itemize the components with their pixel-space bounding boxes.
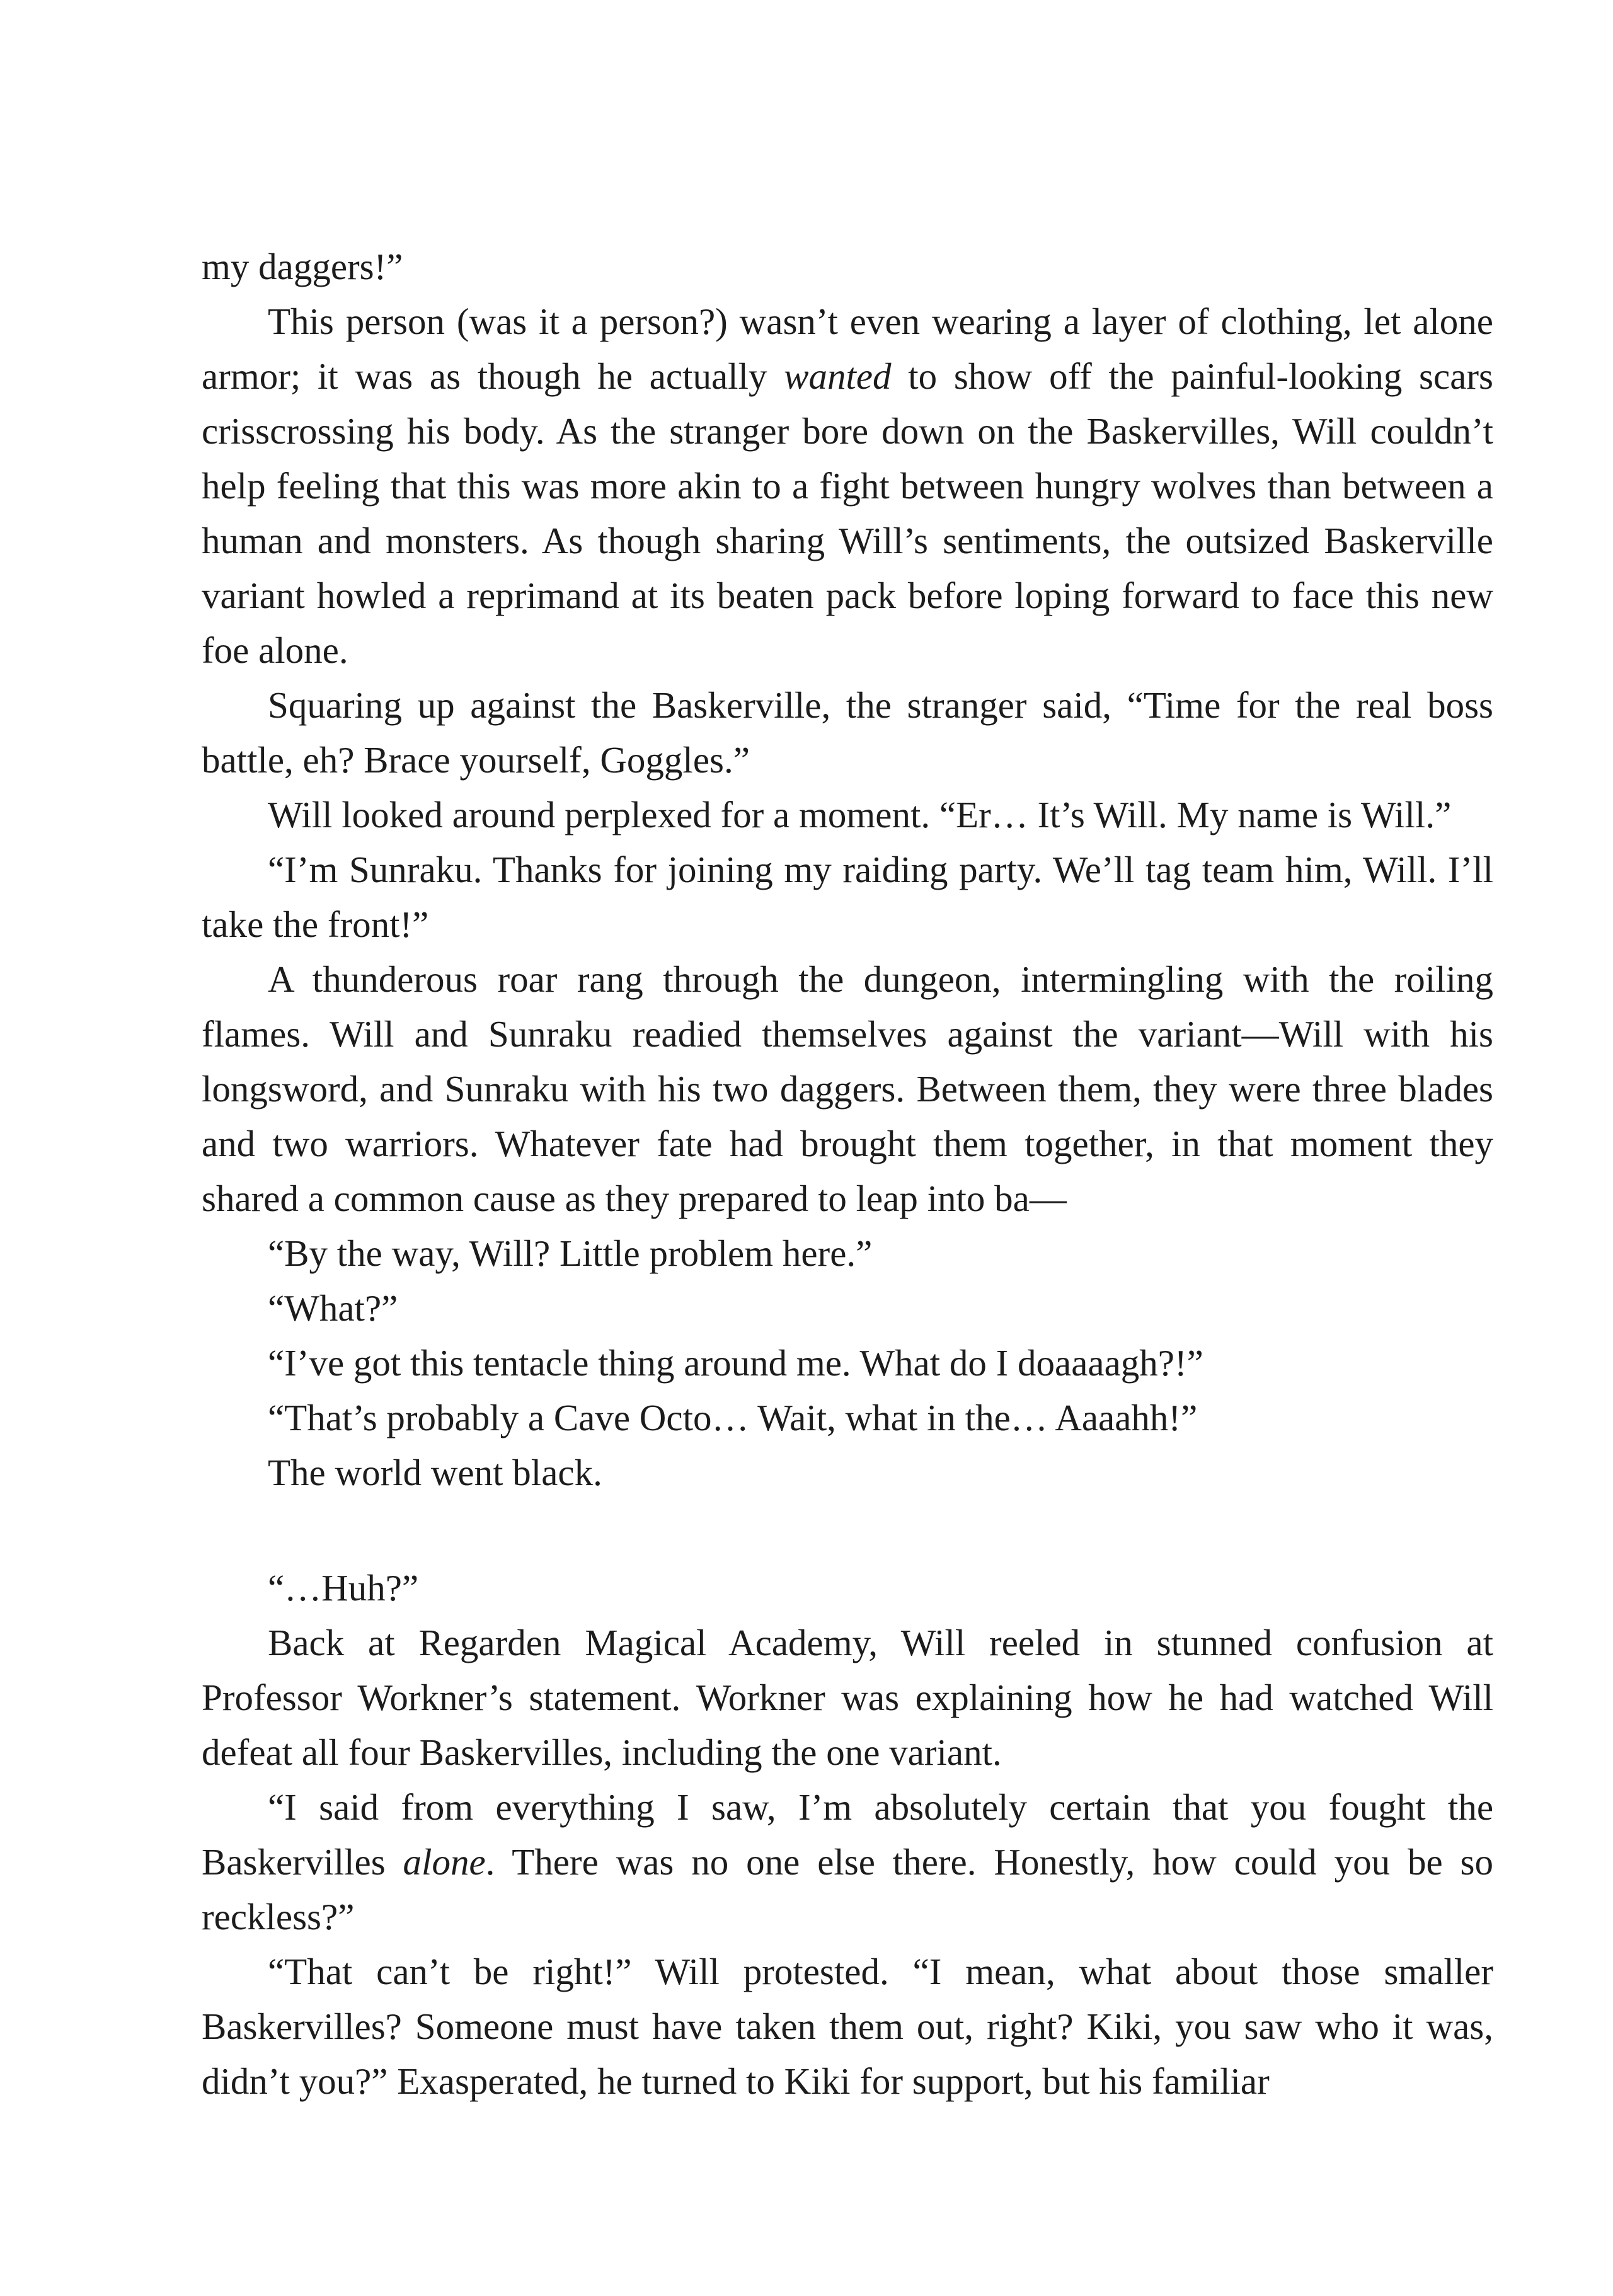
paragraph [202, 239, 1493, 294]
paragraph [202, 1561, 1493, 1616]
italic-text-run: wanted [784, 355, 892, 397]
text-run: A thunderous roar rang through the dungeon, intermingling with the roiling flames. Will and Sunraku readied themselves against the variant—Will with his longsword, and Sunraku with his two daggers. Between them, they were three blades and two warriors. Whatever fate had brought them together, in that moment they shared a common cause as they prepared to leap into ba— [202, 958, 1493, 1219]
text-run: “I’m Sunraku. Thanks for joining my raiding party. We’ll tag team him, Will. I’ll take the front!” [202, 849, 1493, 945]
text-run: “By the way, Will? Little problem here.” [268, 1232, 873, 1274]
text-run: The world went black. [268, 1452, 602, 1493]
text-run: “…Huh?” [268, 1567, 419, 1609]
paragraph [202, 1780, 1493, 1944]
paragraph [202, 1944, 1493, 2109]
paragraph [202, 1336, 1493, 1391]
paragraph [202, 1391, 1493, 1445]
text-run: my daggers!” [202, 246, 403, 287]
paragraph [202, 1445, 1493, 1500]
text-run: “That’s probably a Cave Octo… Wait, what in the… Aaaahh!” [268, 1397, 1198, 1438]
paragraph [202, 678, 1493, 788]
text-column [202, 239, 1493, 2109]
italic-text-run: alone [403, 1841, 486, 1883]
paragraph [202, 952, 1493, 1226]
text-run: “That can’t be right!” Will protested. “I mean, what about those smaller Baskervilles? Someone must have taken them out, right? Kiki, you saw who it was, didn’t you?” Exasperated, he turned to Kiki for support, but his familiar [202, 1951, 1493, 2102]
paragraph [202, 294, 1493, 678]
text-run: “I’ve got this tentacle thing around me. What do I doaaaagh?!” [268, 1342, 1203, 1384]
text-run: to show off the painful-looking scars crisscrossing his body. As the stranger bore down on the Baskervilles, Will couldn’t help feeling that this was more akin to a fight between hungry wolves than between a human and monsters. As though sharing Will’s sentiments, the outsized Baskerville variant howled a reprimand at its beaten pack before loping forward to face this new foe alone. [202, 355, 1493, 671]
paragraph [202, 1226, 1493, 1281]
text-run: Back at Regarden Magical Academy, Will reeled in stunned confusion at Professor Workner’s statement. Workner was explaining how he had watched Will defeat all four Baskervilles, including the one variant. [202, 1622, 1493, 1773]
paragraph [202, 788, 1493, 842]
text-run: “What?” [268, 1287, 398, 1329]
text-run: Squaring up against the Baskerville, the stranger said, “Time for the real boss battle, eh? Brace yourself, Goggles.” [202, 684, 1493, 781]
text-run: Will looked around perplexed for a moment. “Er… It’s Will. My name is Will.” [268, 794, 1452, 835]
paragraph [202, 842, 1493, 952]
paragraph [202, 1281, 1493, 1336]
text-run: This person (was it a person?) wasn’t even wearing a layer of clothing, let alone armor; it was as though he actually [202, 301, 1493, 397]
text-run: “I said from everything I saw, I’m absolutely certain that you fought the Baskervilles [202, 1786, 1493, 1883]
text-run: . There was no one else there. Honestly, how could you be so reckless?” [202, 1841, 1493, 1937]
paragraph [202, 1616, 1493, 1780]
